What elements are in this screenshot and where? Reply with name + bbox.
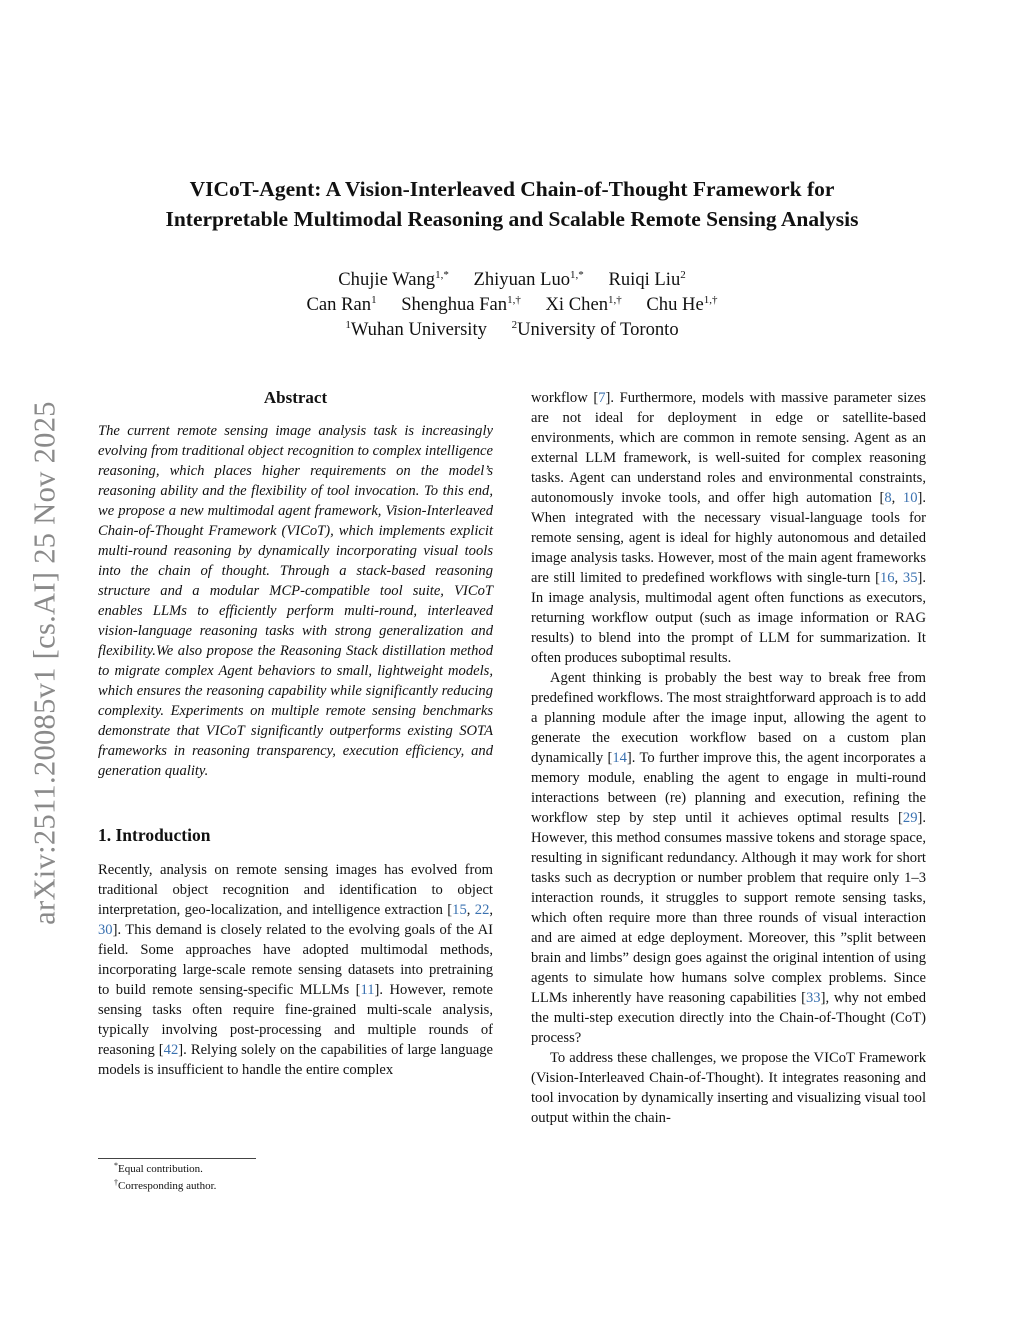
citation-link[interactable]: 15 [452, 902, 467, 918]
affiliation-mark: 1 [345, 319, 351, 331]
title-line-1: VICoT-Agent: A Vision-Interleaved Chain-of-Thought Framework for [189, 177, 835, 201]
author-name: Chujie Wang [338, 269, 436, 290]
footnote-equal-contribution: *Equal contribution. [114, 1161, 203, 1175]
author-name: Zhiyuan Luo [473, 269, 571, 290]
author-block [150, 267, 874, 342]
citation-link[interactable]: 14 [612, 750, 627, 766]
citation-link[interactable]: 30 [98, 922, 113, 938]
author-mark: 1,† [703, 294, 718, 306]
citation-link[interactable]: 35 [902, 570, 918, 586]
affiliation-mark: 2 [511, 319, 518, 331]
left-column [98, 386, 493, 1080]
affiliation-name: Wuhan University [350, 319, 487, 340]
citation-link[interactable]: 33 [805, 990, 821, 1006]
author-mark: 1 [371, 294, 377, 306]
paper-title [100, 174, 924, 234]
intro-paragraph-4: To address these challenges, we propose the VICoT Framework (Vision-Interleaved Chain-of-Thought). It integrates reasoning and tool invocation by dynamically inserting and visualizing visual tool output within the chain- [531, 1050, 926, 1126]
author-name: Can Ran [306, 294, 372, 315]
author-mark: 1,† [507, 294, 521, 306]
citation-link[interactable]: 22 [474, 902, 490, 918]
author-mark: 1,* [435, 269, 449, 281]
footnote-corresponding-author: †Corresponding author. [114, 1178, 217, 1192]
intro-paragraph-3: Agent thinking is probably the best way to break free from predefined workflows. The most straightforward approach is to add a planning module after the image input, allowing the agent to generate the execution workflow based on a custom plan dynamically [14]. To further improve this, the agent incorporates a memory module, enabling the agent to engage in multi-round interactions between (re) planning and execution, refining the workflow step by step until it achieves optimal results [29]. However, this method consumes massive tokens and storage space, resulting in significant redundancy. Although it may work for short tasks such as decryption or number problem that require only 1–3 interaction rounds, it struggles to support remote sensing tasks, which often require more than three rounds of visual interaction and are aimed at edge deployment. Moreover, this ”split between brain and limbs” design goes against the original intention of using agents to simulate how humans solve complex problems. Since LLMs inherently have reasoning capabilities [33], why not embed the multi-step execution directly into the Chain-of-Thought (CoT) process? [531, 670, 927, 1046]
author-name: Shenghua Fan [401, 294, 508, 315]
arxiv-identifier [29, 373, 61, 953]
citation-link[interactable]: 42 [163, 1042, 179, 1058]
citation-link[interactable]: 29 [902, 810, 918, 826]
author-name: Xi Chen [545, 294, 608, 315]
author-row-1 [150, 267, 874, 292]
author-mark: 2 [680, 269, 686, 281]
abstract-text: The current remote sensing image analysis task is increasingly evolving from traditional object recognition to complex intelligence reasoning, which places higher requirements on the model’s reasoning ability and the flexibility of tool invocation. To this end, we propose a new multimodal agent framework, Vision-Interleaved Chain-of-Thought Framework (VICoT), which implements explicit multi-round reasoning by dynamically incorporating visual tools into the chain of thought. Through a stack-based reasoning structure and a modular MCP-compatible tool suite, VICoT enables LLMs to efficiently perform multi-round, interleaved vision-language reasoning tasks with strong generalization and flexibility.We also propose the Reasoning Stack distillation method to migrate complex Agent behaviors to small, lightweight models, which ensures the reasoning capability while significantly reducing complexity. Experiments on multiple remote sensing benchmarks demonstrate that VICoT significantly outperforms existing SOTA frameworks in reasoning transparency, execution efficiency, and generation quality. [98, 423, 493, 779]
abstract-heading: Abstract [263, 388, 328, 407]
title-line-2: Interpretable Multimodal Reasoning and Scalable Remote Sensing Analysis [165, 207, 859, 231]
author-row-2 [150, 292, 874, 317]
intro-paragraph-2: workflow [7]. Furthermore, models with massive parameter sizes are not ideal for deployment in edge or satellite-based environments, which are common in remote sensing. Agent as an external LLM framework, is well-suited for complex reasoning tasks. Agent can understand roles and environmental constraints, autonomously invoke tools, and offer high automation [8, 10]. When integrated with the necessary visual-language tools for remote sensing, agent is ideal for highly autonomous and detailed image analysis tasks. However, most of the main agent frameworks are still limited to predefined workflows with single-turn [16, 35]. In image analysis, multimodal agent often functions as executors, returning workflow output (such as image information or RAG results) to blend into the prompt of LLM for summarization. It often produces suboptimal results. [531, 390, 927, 666]
citation-link[interactable]: 10 [902, 490, 918, 506]
section-heading-introduction: 1. Introduction [98, 825, 211, 845]
citation-link[interactable]: 8 [884, 490, 892, 506]
intro-paragraph-1: Recently, analysis on remote sensing images has evolved from traditional object recognition and identification to object interpretation, geo-localization, and intelligence extraction [15, 22, 30]. This demand is closely related to the evolving goals of the AI field. Some approaches have adopted multimodal methods, incorporating large-scale remote sensing datasets into pretraining to build remote sensing-specific MLLMs [11]. However, remote sensing tasks often require fine-grained multi-scale analysis, typically involving post-processing and multiple rounds of reasoning [42]. Relying solely on the capabilities of large language models is insufficient to handle the entire complex [98, 862, 494, 1078]
right-column [531, 388, 926, 1128]
footnote-rule [98, 1158, 256, 1159]
author-mark: 1,† [608, 294, 622, 306]
author-name: Ruiqi Liu [608, 269, 681, 290]
citation-link[interactable]: 7 [598, 390, 606, 406]
author-mark: 1,* [570, 269, 584, 281]
arxiv-identifier-text: arXiv:2511.20085v1 [cs.AI] 25 Nov 2025 [27, 401, 62, 925]
affiliation-row [150, 317, 874, 342]
citation-link[interactable]: 16 [879, 570, 895, 586]
citation-link[interactable]: 11 [360, 982, 375, 998]
affiliation-name: University of Toronto [517, 319, 679, 340]
author-name: Chu He [646, 294, 704, 315]
